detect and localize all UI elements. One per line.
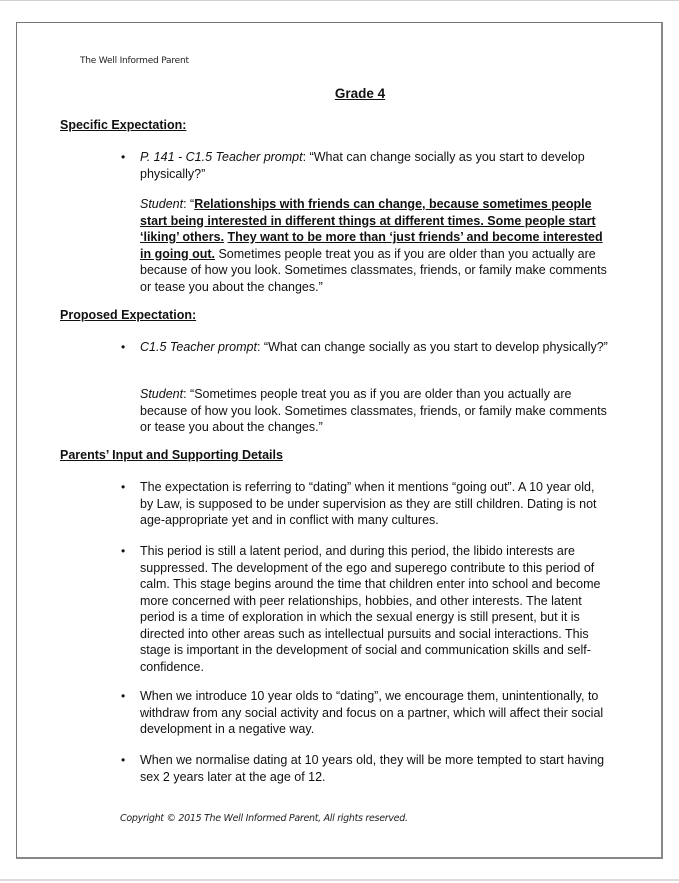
bullet-icon: • (121, 150, 126, 164)
bullet-icon: • (121, 689, 126, 703)
specific-prompt-reference: P. 141 - C1.5 Teacher prompt (140, 150, 303, 164)
page-header: The Well Informed Parent (80, 56, 189, 66)
proposed-student-label: Student (140, 387, 184, 401)
parents-bullet (121, 543, 611, 675)
proposed-prompt-reference: C1.5 Teacher prompt (140, 340, 257, 354)
parents-bullet-text: The expectation is referring to “dating” when it mentions “going out”. A 10 year old, by Law, is supposed to be under supervision as they are still children. Dating is not age-appropriate yet and in conflict with many cultures. (140, 480, 597, 527)
parents-bullet (121, 752, 611, 785)
specific-student-rest: Sometimes people treat you as if you are older than you actually are because of how you look. Sometimes classmates, friends, or family make comments or tease you about the changes.” (140, 246, 607, 294)
viewer-top-divider (0, 0, 679, 1)
proposed-prompt-text: : “What can change socially as you start to develop physically?” (256, 340, 608, 354)
parents-bullet (121, 479, 611, 529)
copyright-footer: Copyright © 2015 The Well Informed Parent, All rights reserved. (120, 813, 408, 824)
parents-bullet (121, 688, 611, 738)
document-page (16, 22, 663, 859)
proposed-bullet (121, 339, 611, 356)
specific-bullet (121, 149, 611, 182)
specific-student-response (140, 196, 610, 295)
parents-bullet-text: When we introduce 10 year olds to “dating”, we encourage them, unintentionally, to withdraw from any social activity and focus on a partner, which will affect their social development in a negative way. (140, 689, 604, 736)
proposed-student-text: : “Sometimes people treat you as if you are older than you actually are because of how you look. Sometimes classmates, friends, or family make comments or tease you about the changes.” (140, 387, 607, 434)
specific-student-emphasis-1: Relationships with friends can change, because sometimes people start being interested in different things at different times. Some people start ‘liking’ others. (140, 197, 596, 244)
specific-student-emphasis-2: They want to be more than ‘just friends’ and become interested in going out. (140, 230, 603, 261)
bullet-icon: • (121, 544, 126, 558)
specific-prompt-text: : “What can change socially as you start to develop physically?” (140, 150, 585, 181)
proposed-student-response (140, 386, 610, 436)
page-title (17, 86, 661, 101)
bullet-icon: • (121, 340, 126, 354)
heading-specific-expectation: Specific Expectation: (60, 118, 187, 132)
specific-student-open-quote: : “ (183, 197, 195, 211)
bullet-icon: • (121, 753, 126, 767)
specific-bullet-text (140, 149, 611, 182)
proposed-bullet-text (140, 339, 611, 356)
parents-bullet-text: This period is still a latent period, and during this period, the libido interests are suppressed. The development of the ego and superego contribute to this period of calm. This stage begins around the time that children enter into school and become more concerned with peer relationships, hobbies, and other interests. The latent period is a time of exploration in which the sexual energy is still present, but it is directed into other areas such as intellectual pursuits and social interactions. This stage is important in the development of social and communication skills and self-confidence. (140, 544, 601, 674)
bullet-icon: • (121, 480, 126, 494)
parents-bullet-text: When we normalise dating at 10 years old, they will be more tempted to start having sex 2 years later at the age of 12. (140, 753, 605, 784)
specific-student-label: Student (140, 197, 184, 211)
viewer-bottom-divider (0, 879, 679, 881)
page-title-text: Grade 4 (334, 86, 386, 101)
heading-proposed-expectation: Proposed Expectation: (60, 308, 197, 322)
heading-parents-input: Parents’ Input and Supporting Details (60, 448, 283, 462)
